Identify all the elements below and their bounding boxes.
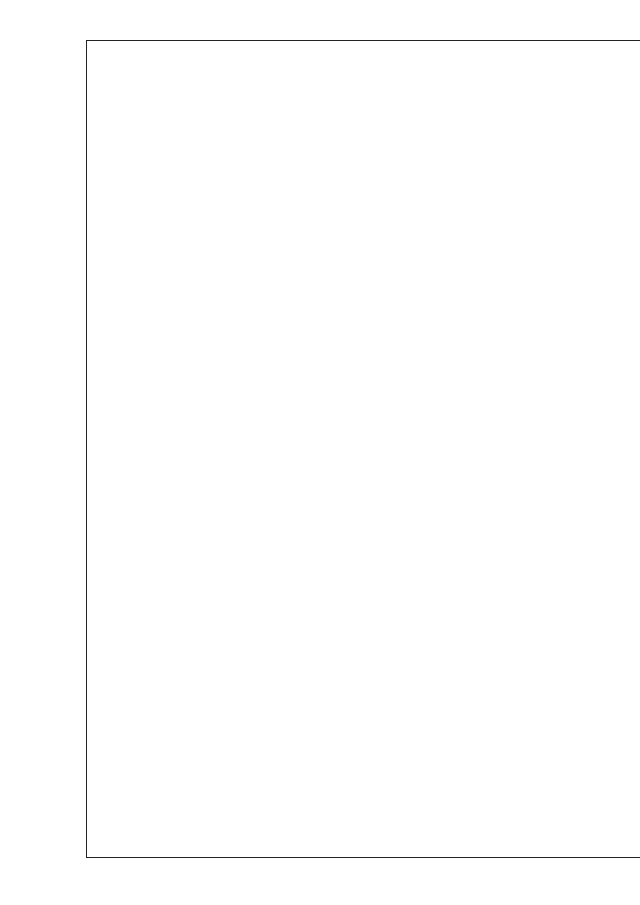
table-frame: [86, 40, 640, 858]
budget-table: [86, 275, 640, 858]
